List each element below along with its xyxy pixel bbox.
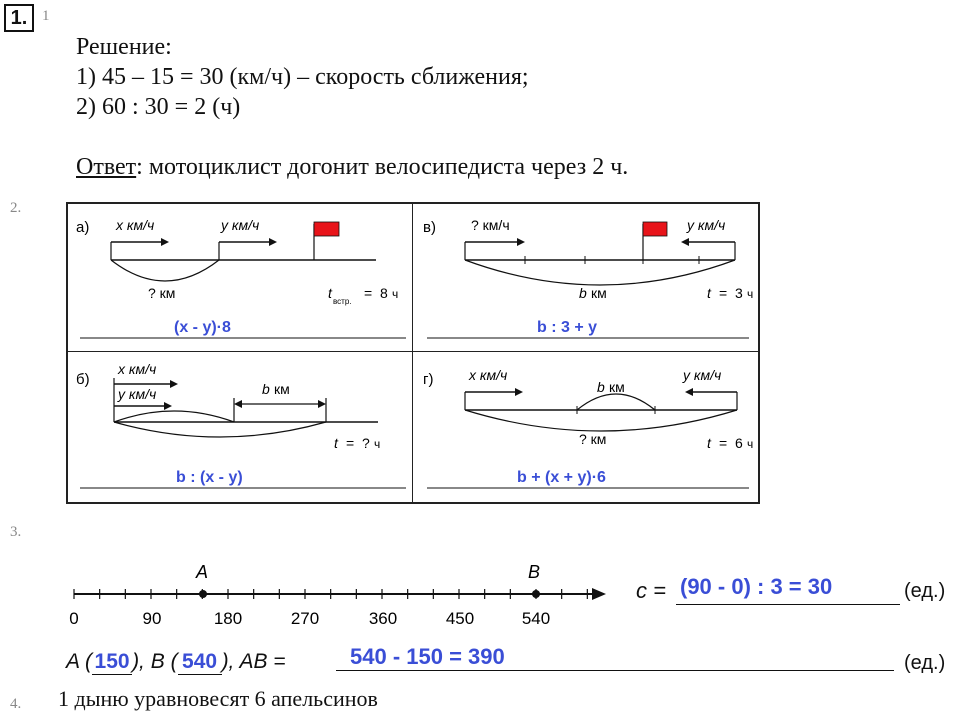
arrow-left-icon [234,400,242,408]
panel-a-speed1: x км/ч [116,217,155,233]
c-equation [636,578,666,604]
panel-v-arc [465,260,735,285]
arrow-right-icon [318,400,326,408]
panel-g-speed2: y км/ч [683,367,722,383]
answer-line [76,152,628,182]
number-line-ticks [74,589,587,599]
task-number-4: 4. [10,696,22,712]
panel-a-dist: ? км [148,285,176,301]
c-answer: (90 - 0) : 3 = 30 [680,574,833,599]
arrow-right-icon [269,238,277,246]
tick-label-360: 360 [368,609,398,628]
tick-label-540: 540 [521,609,551,628]
panel-v-dist-var: b [579,285,587,301]
panel-g-time-eq: = [719,435,728,451]
arrow-left-icon [681,238,689,246]
panel-b-speed2: y км/ч [118,386,157,402]
panel-v-time-var: t [707,285,711,301]
panel-a-time-unit: ч [392,287,399,301]
panel-v [413,202,760,352]
panel-v-speed2: y км/ч [687,217,726,233]
panel-g-dist2: ? км [579,431,607,447]
point-a-dot [199,590,207,598]
panel-v-time-unit: ч [747,287,754,301]
panel-b-time-unit: ч [374,437,381,451]
coords-line [66,650,286,675]
panel-b-speed1: x км/ч [118,361,157,377]
panel-a-time-eq: = [364,285,373,301]
panel-v-letter: в) [423,219,436,236]
arrow-right-icon [164,402,172,410]
panel-v-dist-unit: км [591,285,607,301]
panel-a-answer: (x - y)·8 [174,319,231,336]
panel-b [66,352,413,504]
panel-g-speed1: x км/ч [469,367,508,383]
panel-a [66,202,413,352]
ab-answer: 540 - 150 = 390 [350,644,505,669]
panel-g-letter: г) [423,371,434,388]
number-line [60,556,620,632]
panel-g-dist-unit: км [609,379,625,395]
solution-step-1: 1) 45 – 15 = 30 (км/ч) – скорость сближения; [76,64,529,90]
panel-b-time-val: ? [362,435,370,451]
panel-g [413,352,760,504]
ab-unit: (ед.) [904,652,946,674]
c-unit: (ед.) [904,580,946,602]
tick-label-270: 270 [290,609,320,628]
task-number-2: 2. [10,200,22,216]
arrow-right-icon [515,388,523,396]
flag-icon [643,222,667,236]
tick-label-90: 90 [142,609,162,628]
answer-label: Ответ [76,154,137,180]
c-label: c = [636,578,666,603]
arrow-right-icon [170,380,178,388]
answer-text: : мотоциклист догонит велосипедиста через 2 ч. [136,154,629,180]
coord-a-value: 150 [92,650,132,675]
panel-b-answer: b : (x - y) [176,469,243,486]
panel-a-time-var: t [328,285,332,301]
panel-g-answer: b + (x + y)·6 [517,469,606,486]
coord-b-label: ), B ( [132,650,178,673]
panel-a-time-val: 8 [380,285,388,301]
point-b-dot [532,590,540,598]
solution-step-2: 2) 60 : 30 = 2 (ч) [76,94,241,120]
panel-b-time-var: t [334,435,338,451]
panel-g-time-var: t [707,435,711,451]
arrow-right-icon [161,238,169,246]
arrow-left-icon [685,388,693,396]
panel-a-time-sub: встр. [333,297,352,306]
panel-v-time-eq: = [719,285,728,301]
arrow-right-icon [592,588,606,600]
point-a-label: A [196,562,209,582]
task-number-3: 3. [10,524,22,540]
panel-g-time-val: 6 [735,435,743,451]
panel-v-speed1: ? км/ч [471,217,510,233]
panel-a-arc [111,260,219,281]
panel-b-time-eq: = [346,435,355,451]
panel-b-dist-var: b [262,381,270,397]
flag-icon [314,222,339,236]
c-answer-line [676,604,900,605]
tick-label-0: 0 [69,609,79,628]
arrow-right-icon [517,238,525,246]
tick-label-180: 180 [213,609,243,628]
panel-v-time-val: 3 [735,285,743,301]
panel-a-speed2: y км/ч [221,217,260,233]
tick-label-450: 450 [445,609,475,628]
ab-label: ), AB = [221,650,286,673]
panel-g-dist-var: b [597,379,605,395]
ab-answer-line [336,670,894,671]
panel-a-letter: а) [76,219,90,236]
task4-text: 1 дыню уравновесят 6 апельсинов [58,686,378,711]
coord-a-label: A ( [66,650,93,673]
panel-b-dist-unit: км [274,381,290,397]
point-b-label: B [528,562,541,582]
panel-g-time-unit: ч [747,437,754,451]
solution-label: Решение: [76,34,172,60]
coord-b-value: 540 [178,650,222,675]
panel-g-arc [465,410,737,431]
panel-v-answer: b : 3 + y [537,319,598,336]
panel-b-letter: б) [76,371,90,388]
task-number-1: 1. [4,4,34,32]
panel-b-arc [114,422,326,437]
task-sub-number: 1 [42,8,50,24]
